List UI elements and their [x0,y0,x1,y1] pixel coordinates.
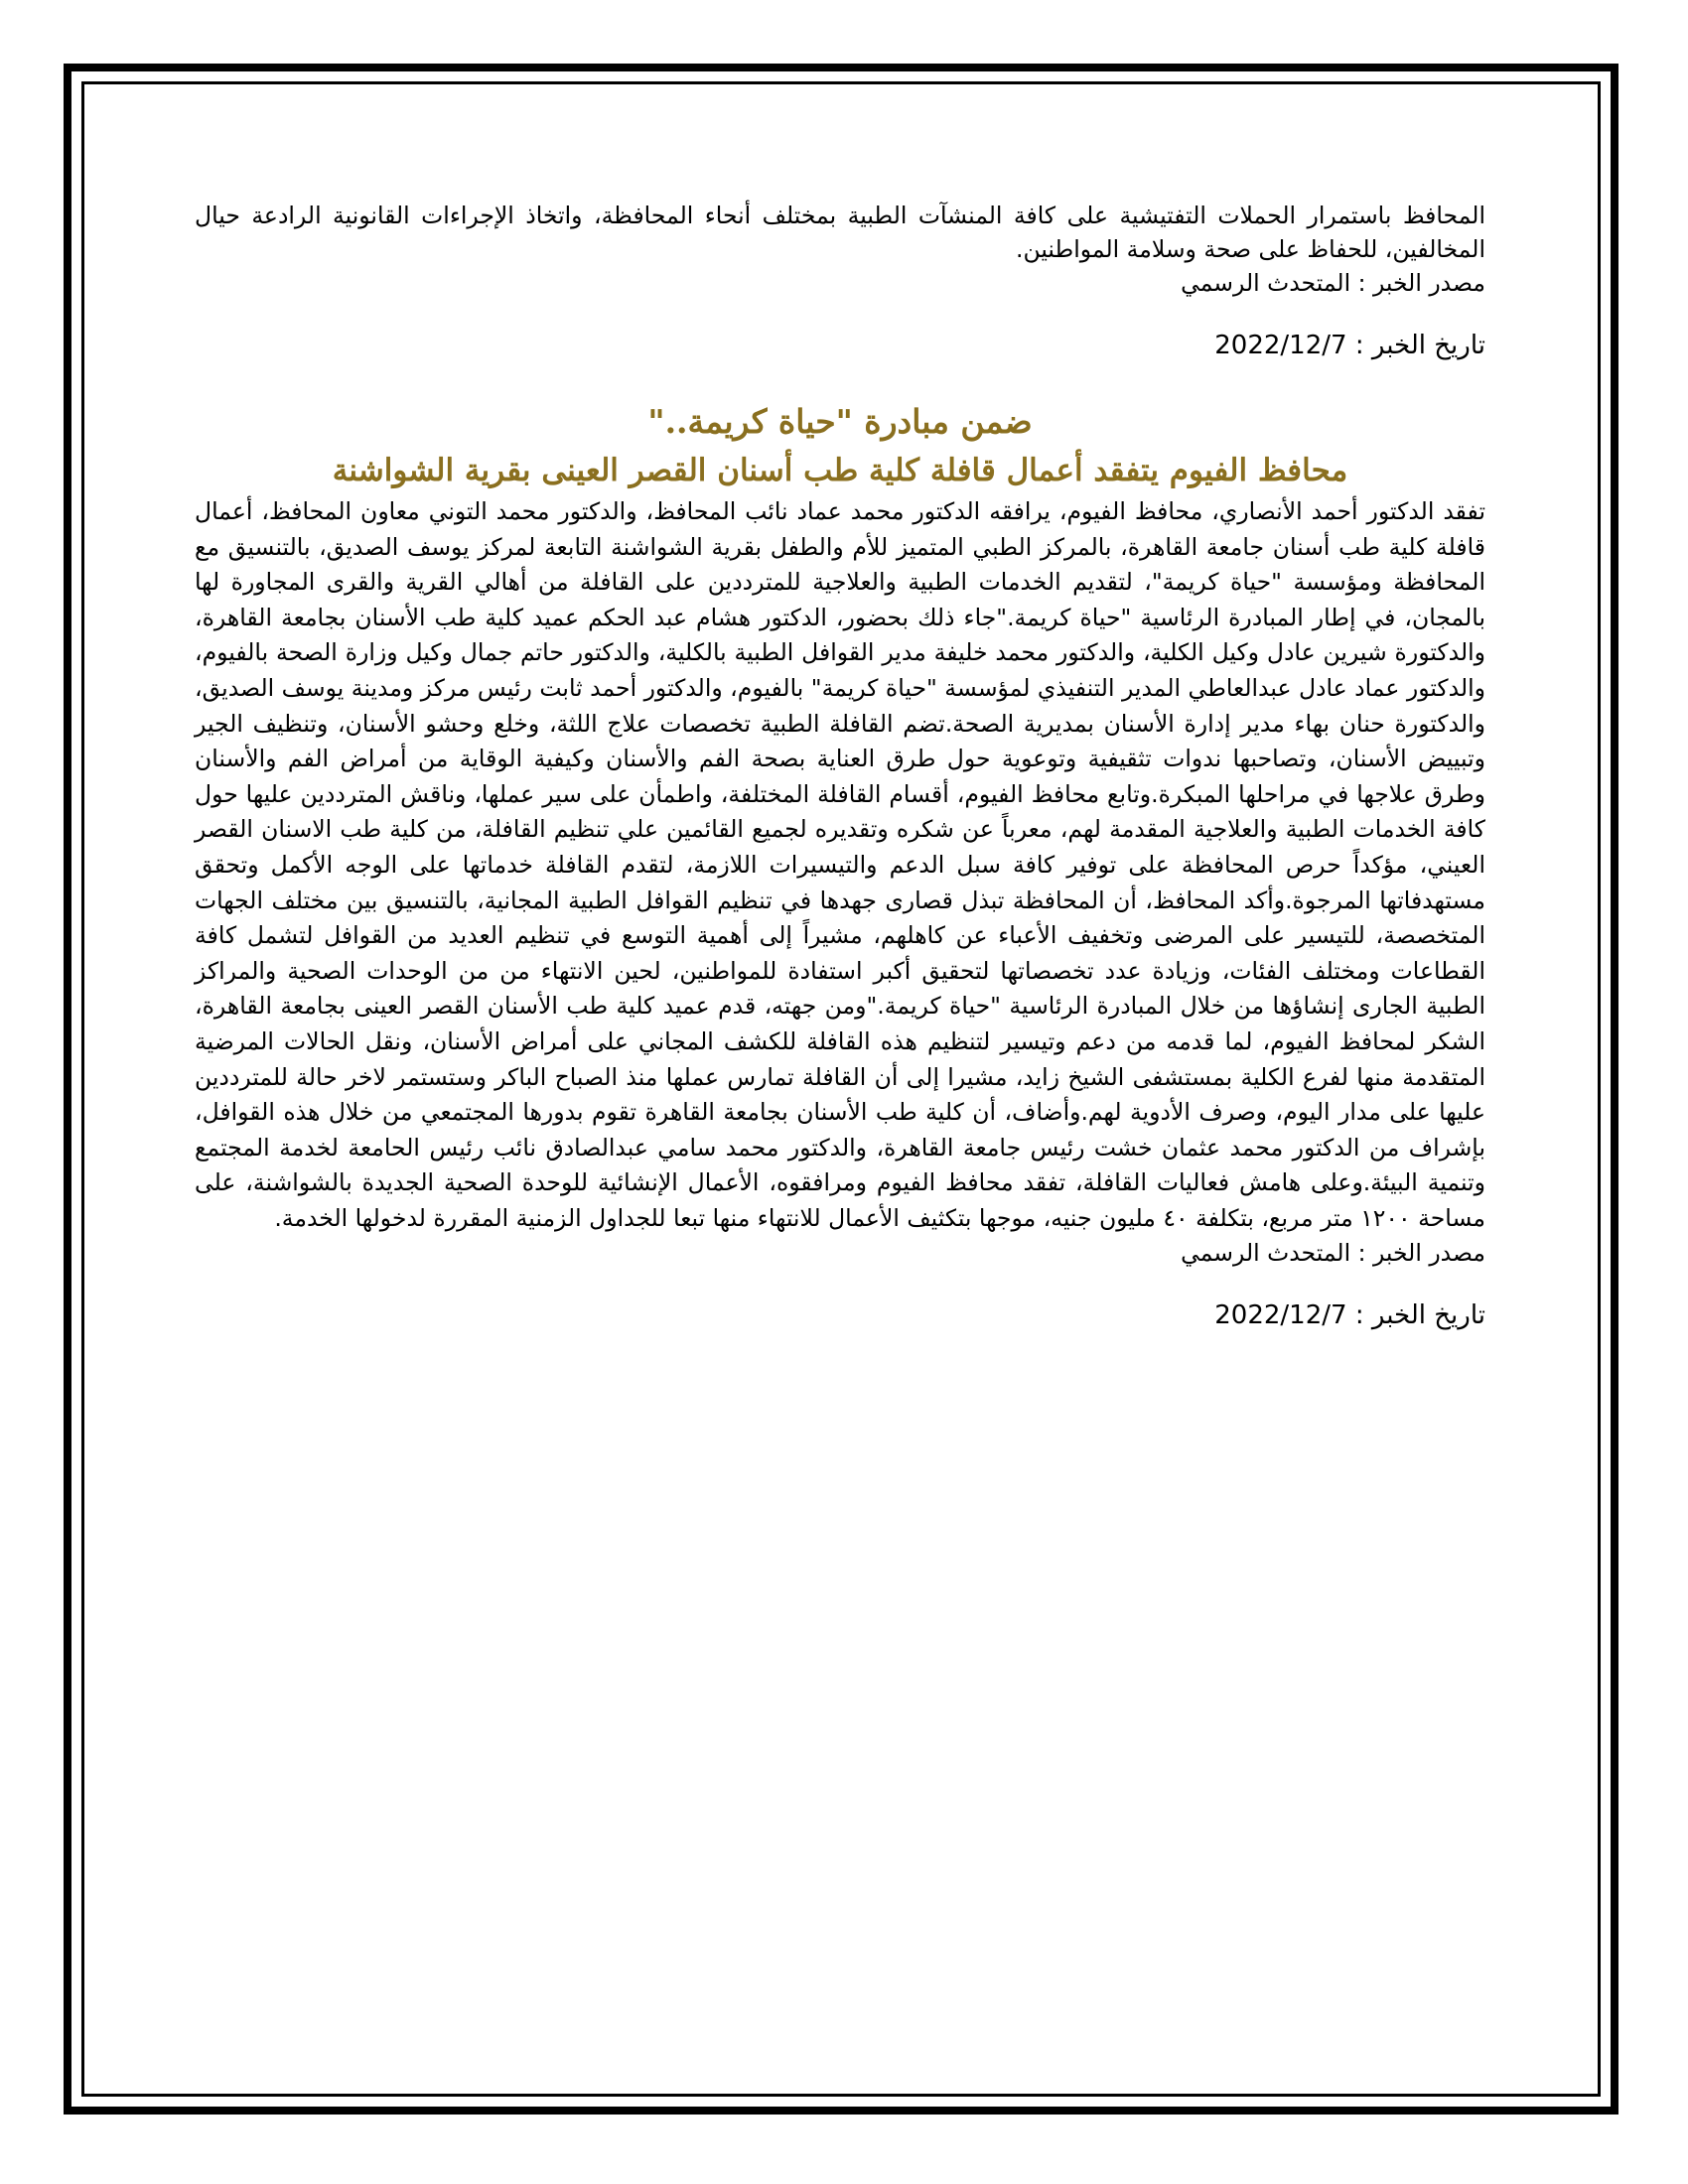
intro-news-date: تاريخ الخبر : 2022/12/7 [1214,331,1485,360]
article-news-source: مصدر الخبر : المتحدث الرسمي [1181,1239,1485,1268]
article-headline-main: محافظ الفيوم يتفقد أعمال قافلة كلية طب أسنان القصر العينى بقرية الشواشنة [332,453,1348,488]
intro-news-source: مصدر الخبر : المتحدث الرسمي [1181,269,1485,297]
document-content [195,199,1485,1335]
intro-paragraph: المحافظ باستمرار الحملات التفتيشية على كافة المنشآت الطبية بمختلف أنحاء المحافظة، واتخاذ الإجراءات القانونية الرادعة حيال المخالفين، للحفاظ على صحة وسلامة المواطنين. [195,202,1485,263]
article-body: تفقد الدكتور أحمد الأنصاري، محافظ الفيوم، يرافقه الدكتور محمد عماد نائب المحافظ، والدكتور محمد التوني معاون المحافظ، أعمال قافلة كلية طب أسنان جامعة القاهرة، بالمركز الطبي المتميز للأم والطفل بقرية الشواشنة التابعة لمركز يوسف الصديق، بالتنسيق مع المحافظة ومؤسسة "حياة كريمة"، لتقديم الخدمات الطبية والعلاجية للمترددين على القافلة من أهالي القرية والقرى المجاورة لها بالمجان، في إطار المبادرة الرئاسية "حياة كريمة."جاء ذلك بحضور، الدكتور هشام عبد الحكم عميد كلية طب الأسنان بجامعة القاهرة، والدكتورة شيرين عادل وكيل الكلية، والدكتور محمد خليفة مدير القوافل الطبية بالكلية، والدكتور حاتم جمال وكيل وزارة الصحة بالفيوم، والدكتور عماد عادل عبدالعاطي المدير التنفيذي لمؤسسة "حياة كريمة" بالفيوم، والدكتور أحمد ثابت رئيس مركز ومدينة يوسف الصديق، والدكتورة حنان بهاء مدير إدارة الأسنان بمديرية الصحة.تضم القافلة الطبية تخصصات علاج اللثة، وخلع وحشو الأسنان، وتنظيف الجير وتبييض الأسنان، وتصاحبها ندوات تثقيفية وتوعوية حول طرق العناية بصحة الفم والأسنان وكيفية الوقاية من أمراض الفم والأسنان وطرق علاجها في مراحلها المبكرة.وتابع محافظ الفيوم، أقسام القافلة المختلفة، واطمأن على سير عملها، وناقش المترددين عليها حول كافة الخدمات الطبية والعلاجية المقدمة لهم، معرباً عن شكره وتقديره لجميع القائمين علي تنظيم القافلة، من كلية طب الاسنان القصر العيني، مؤكداً حرص المحافظة على توفير كافة سبل الدعم والتيسيرات اللازمة، لتقدم القافلة خدماتها على الوجه الأكمل وتحقق مستهدفاتها المرجوة.وأكد المحافظ، أن المحافظة تبذل قصارى جهدها في تنظيم القوافل الطبية المجانية، بالتنسيق بين مختلف الجهات المتخصصة، للتيسير على المرضى وتخفيف الأعباء عن كاهلهم، مشيراً إلى أهمية التوسع في تنظيم العديد من القوافل لتشمل كافة القطاعات ومختلف الفئات، وزيادة عدد تخصصاتها لتحقيق أكبر استفادة للمواطنين، لحين الانتهاء من من الوحدات الصحية والمراكز الطبية الجارى إنشاؤها من خلال المبادرة الرئاسية "حياة كريمة."ومن جهته، قدم عميد كلية طب الأسنان القصر العينى بجامعة القاهرة، الشكر لمحافظ الفيوم، لما قدمه من دعم وتيسير لتنظيم هذه القافلة للكشف المجاني على أمراض الأسنان، ونقل الحالات المرضية المتقدمة منها لفرع الكلية بمستشفى الشيخ زايد، مشيرا إلى أن القافلة تمارس عملها منذ الصباح الباكر وستستمر لاخر حالة للمترددين عليها على مدار اليوم، وصرف الأدوية لهم.وأضاف، أن كلية طب الأسنان بجامعة القاهرة تقوم بدورها المجتمعي من خلال هذه القوافل، بإشراف من الدكتور محمد عثمان خشت رئيس جامعة القاهرة، والدكتور محمد سامي عبدالصادق نائب رئيس الحامعة لخدمة المجتمع وتنمية البيئة.وعلى هامش فعاليات القافلة، تفقد محافظ الفيوم ومرافقوه، الأعمال الإنشائية للوحدة الصحية الجديدة بالشواشنة، على مساحة ١٢٠٠ متر مربع، بتكلفة ٤٠ مليون جنيه، موجها بتكثيف الأعمال للانتهاء منها تبعا للجداول الزمنية المقررة لدخولها الخدمة. [195,497,1485,1232]
article-headline-initiative: ضمن مبادرة "حياة كريمة.." [647,402,1033,441]
article-news-date: تاريخ الخبر : 2022/12/7 [1214,1300,1485,1331]
